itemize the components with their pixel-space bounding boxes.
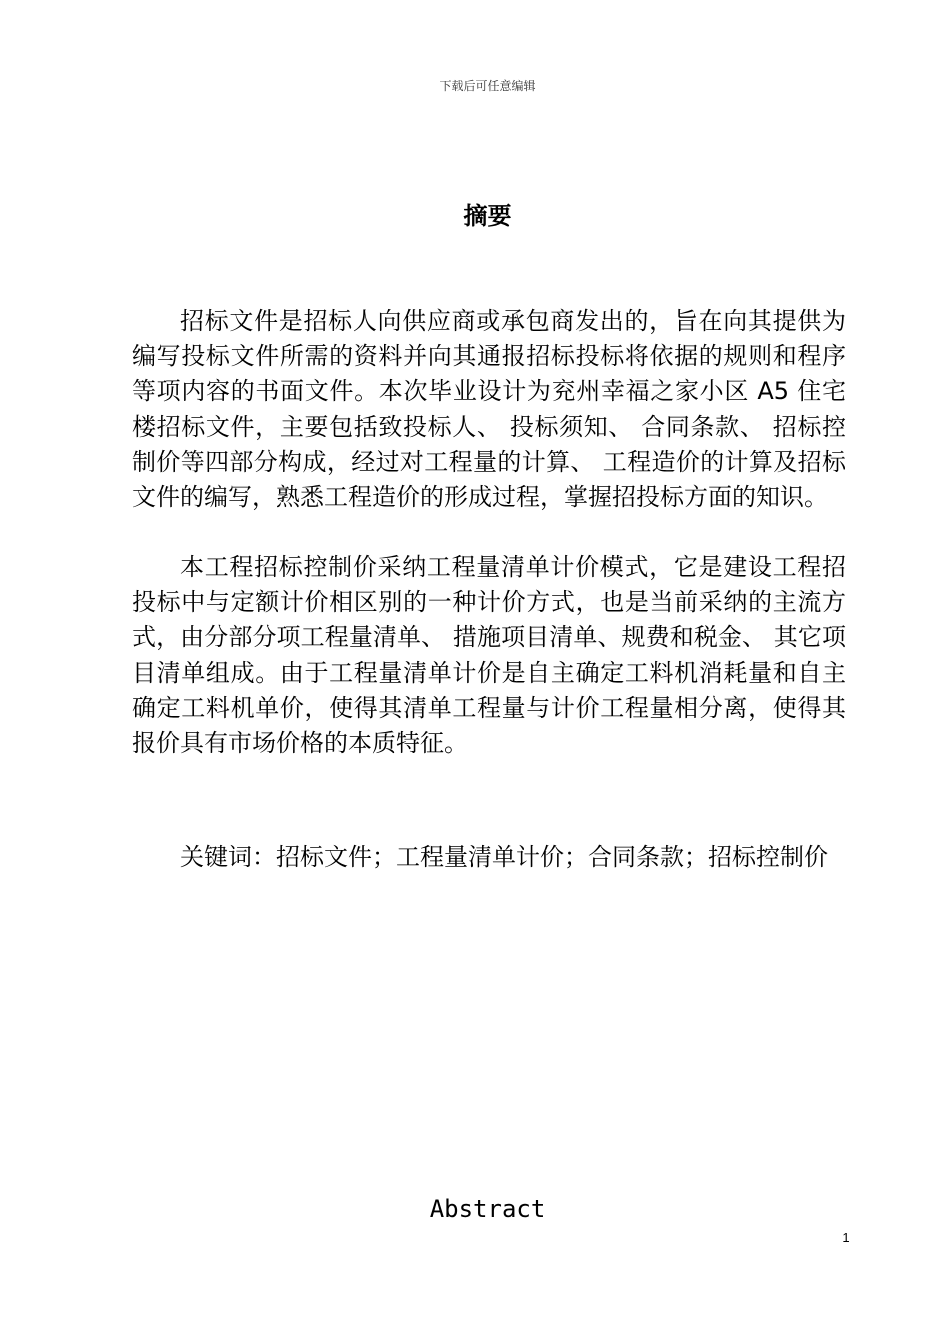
keywords-line: 关键词：招标文件；工程量清单计价；合同条款；招标控制价 xyxy=(180,843,828,871)
page-number: 1 xyxy=(842,1230,850,1245)
page-header-note: 下载后可任意编辑 xyxy=(439,79,536,93)
abstract-english-title: Abstract xyxy=(429,1195,546,1223)
abstract-paragraph-2: 本工程招标控制价采纳工程量清单计价模式，它是建设工程招投标中与定额计价相区别的一种计价方式，也是当前采纳的主流方式，由分部分项工程量清单、 措施项目清单、规费和税金、 其它项目清单组成。由于工程量清单计价是自主确定工料机消耗量和自主确定工料机单价，使得其清单工程量与计价工程量相分离，使得其报价具有市场价格的本质特征。 xyxy=(132,553,846,758)
abstract-chinese-title: 摘要 xyxy=(463,202,512,230)
abstract-paragraph-1: 招标文件是招标人向供应商或承包商发出的，旨在向其提供为编写投标文件所需的资料并向其通报招标投标将依据的规则和程序等项内容的书面文件。本次毕业设计为兖州幸福之家小区 A5 住宅楼招标文件，主要包括致投标人、 投标须知、 合同条款、 招标控制价等四部分构成，经过对工程量的计算、 工程造价的计算及招标文件的编写，熟悉工程造价的形成过程，掌握招投标方面的知识。 xyxy=(132,307,846,512)
